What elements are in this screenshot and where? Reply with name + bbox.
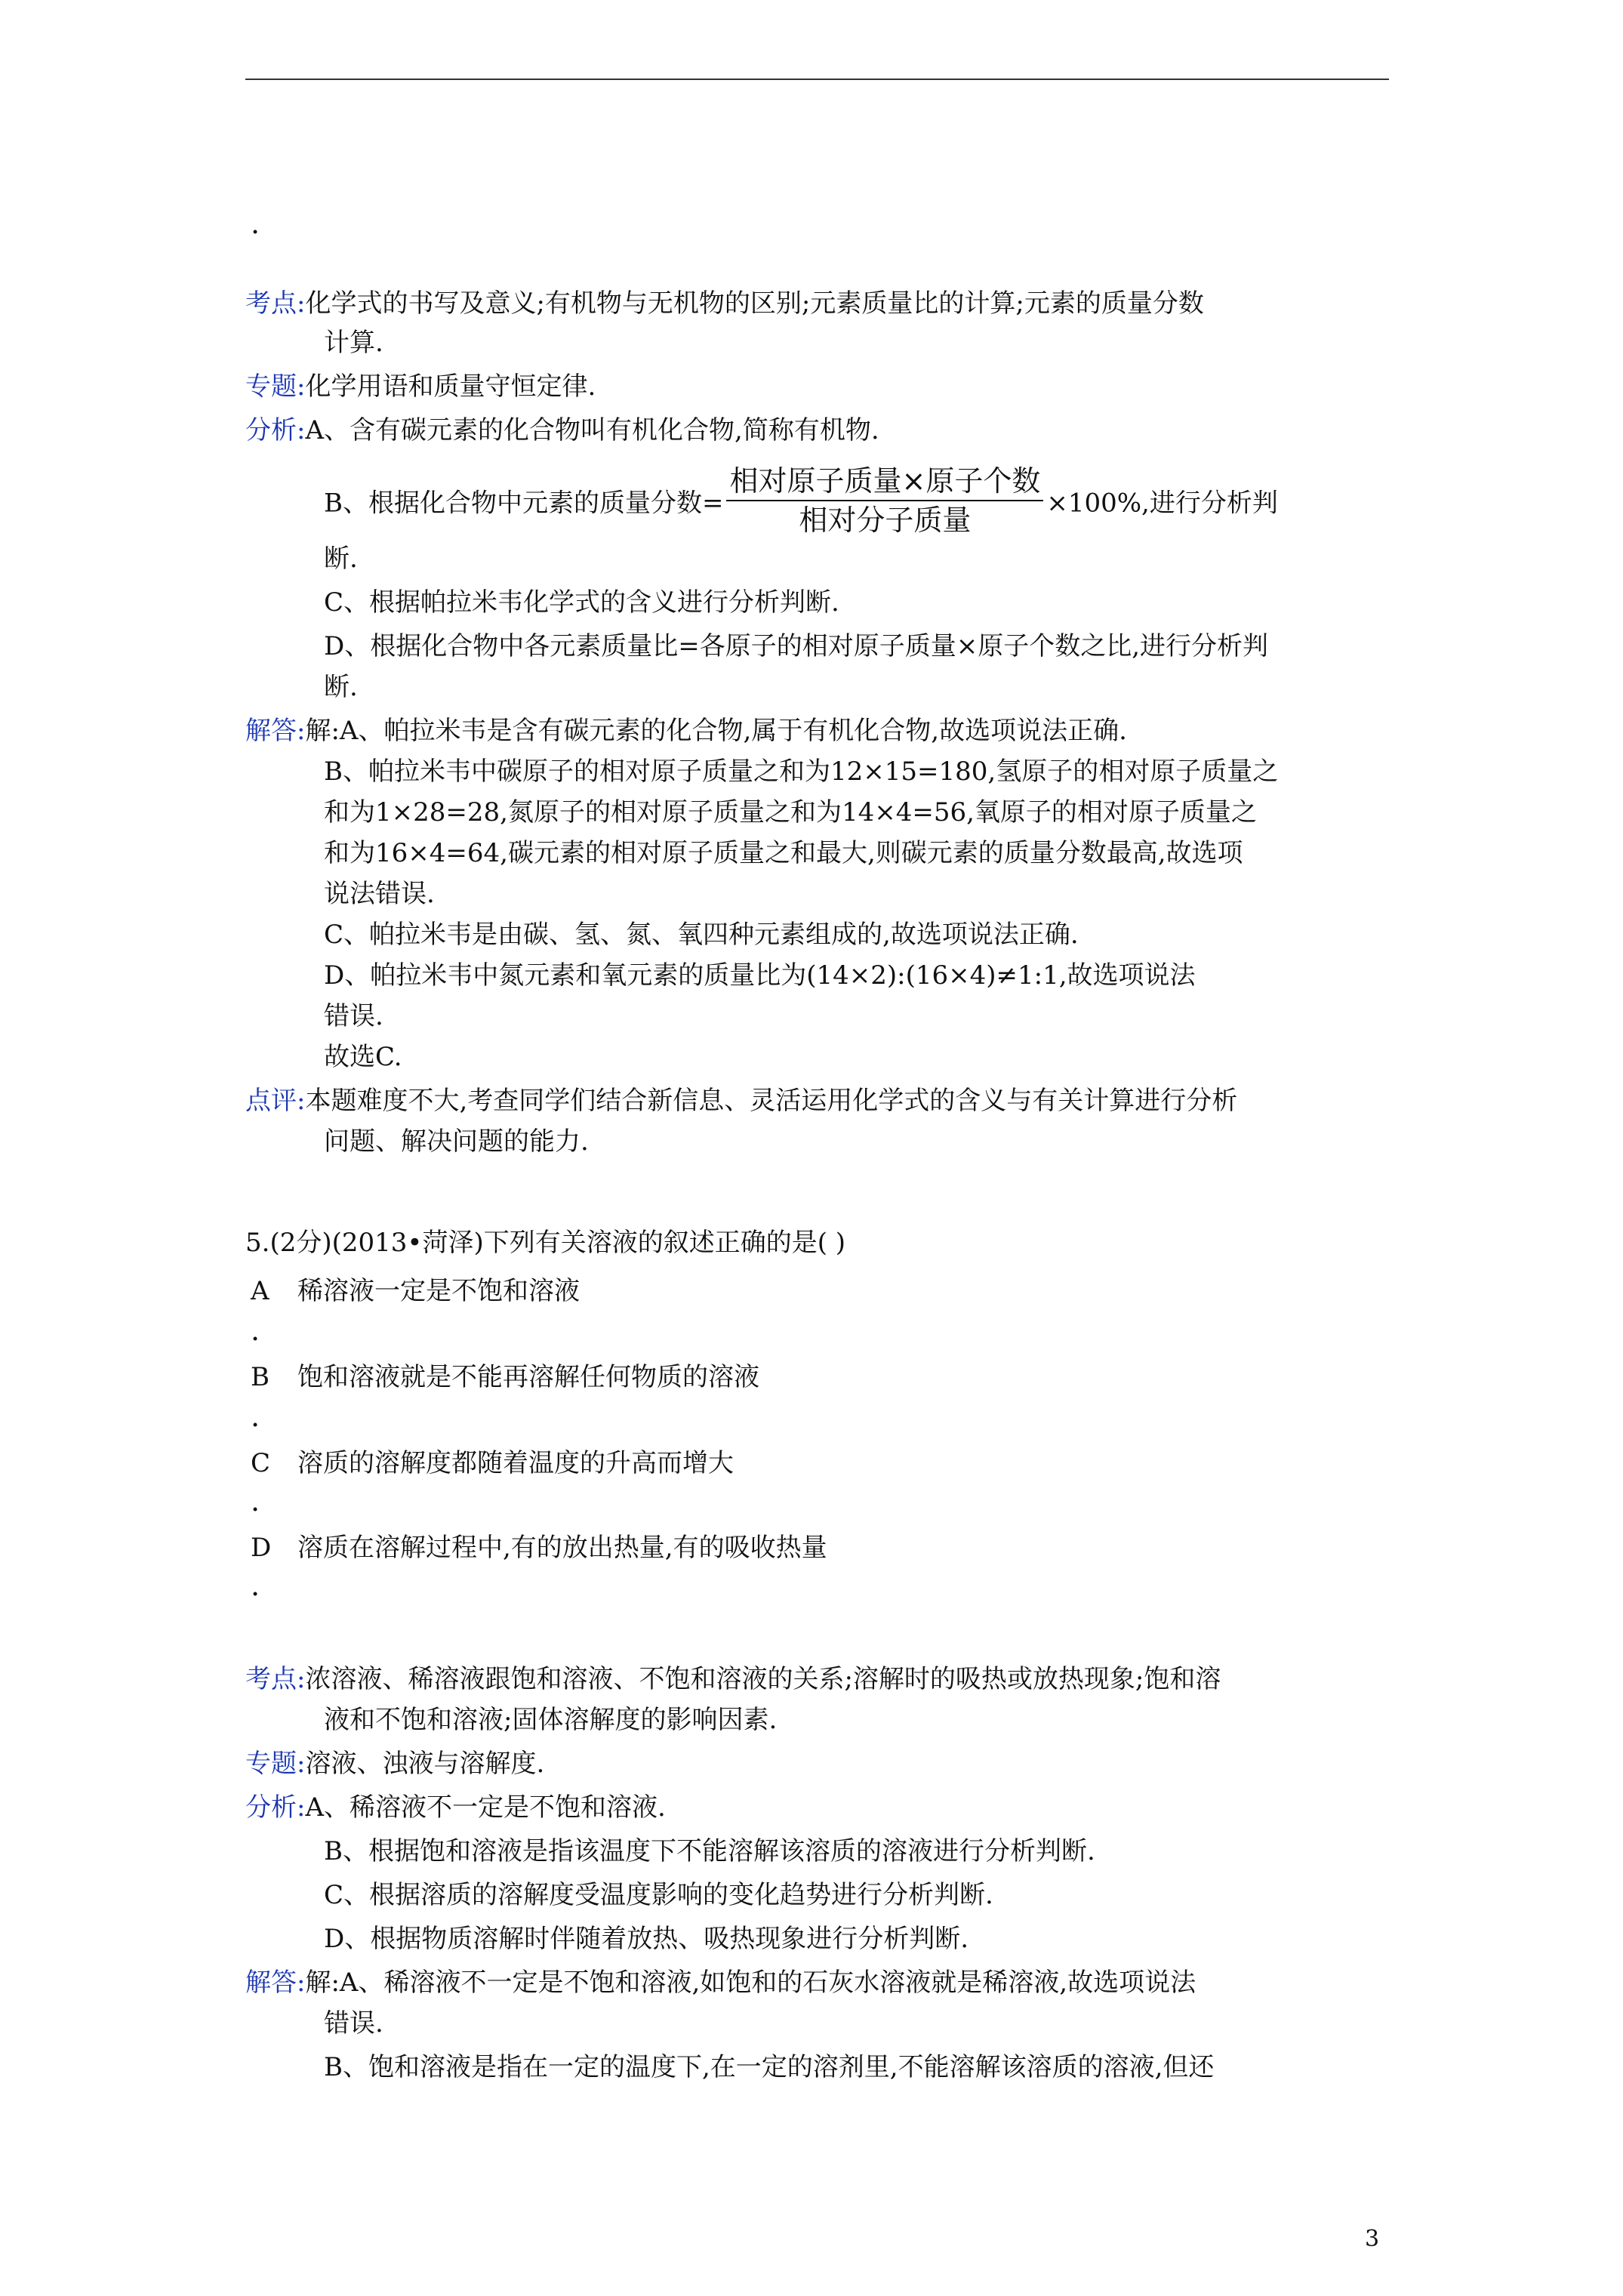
dianping-label: 点评: <box>245 1086 306 1116</box>
option-b <box>251 1359 759 1395</box>
kaodian-label: 考点: <box>245 1664 306 1694</box>
leading-dot: . <box>251 207 260 240</box>
jieda-label: 解答: <box>245 1968 306 1998</box>
jieda-d-2: 错误. <box>324 1001 383 1031</box>
fenxi-d: D、根据物质溶解时伴随着放热、吸热现象进行分析判断. <box>324 1924 969 1954</box>
option-a-dot: . <box>251 1314 260 1347</box>
option-d-dot: . <box>251 1569 260 1602</box>
fenxi-b-post: ×100%,进行分析判 <box>1046 488 1278 519</box>
kaodian-line <box>245 285 1204 322</box>
option-c-dot: . <box>251 1484 260 1518</box>
jieda-d-1: D、帕拉米韦中氮元素和氧元素的质量比为(14×2):(16×4)≠1:1,故选项说法 <box>324 960 1196 991</box>
fenxi-b-formula-line <box>245 451 1393 535</box>
fenxi-a: A、稀溶液不一定是不饱和溶液. <box>305 1792 666 1823</box>
fenxi-d-2: 断. <box>324 672 358 702</box>
option-b-letter: B <box>251 1362 269 1392</box>
zhuanti-line <box>245 1746 544 1782</box>
dianping-text: 本题难度不大,考查同学们结合新信息、灵活运用化学式的含义与有关计算进行分析 <box>305 1086 1238 1116</box>
jieda-line <box>245 713 1127 749</box>
option-a-letter: A <box>251 1276 269 1306</box>
fenxi-label: 分析: <box>245 1792 306 1823</box>
kaodian-text-2: 计算. <box>324 328 383 358</box>
kaodian-text: 浓溶液、稀溶液跟饱和溶液、不饱和溶液的关系;溶解时的吸热或放热现象;饱和溶 <box>305 1664 1221 1694</box>
option-a <box>251 1273 580 1309</box>
option-d-letter: D <box>251 1533 272 1563</box>
zhuanti-text: 化学用语和质量守恒定律. <box>305 371 596 402</box>
fenxi-d: D、根据化合物中各元素质量比=各原子的相对原子质量×原子个数之比,进行分析判 <box>324 631 1269 661</box>
fenxi-c: C、根据帕拉米韦化学式的含义进行分析判断. <box>324 587 839 618</box>
kaodian-text: 化学式的书写及意义;有机物与无机物的区别;元素质量比的计算;元素的质量分数 <box>305 288 1204 319</box>
zhuanti-label: 专题: <box>245 1749 306 1779</box>
page-number: 3 <box>1365 2226 1380 2252</box>
kaodian-label: 考点: <box>245 288 306 319</box>
jieda-b-4: 说法错误. <box>324 879 435 909</box>
kaodian-line <box>245 1661 1221 1697</box>
option-b-text: 饱和溶液就是不能再溶解任何物质的溶液 <box>297 1362 759 1392</box>
dianping-text-2: 问题、解决问题的能力. <box>324 1126 589 1157</box>
jieda-label: 解答: <box>245 716 306 746</box>
header-rule <box>245 79 1389 80</box>
option-c-letter: C <box>251 1448 271 1478</box>
fenxi-line <box>245 412 879 448</box>
zhuanti-line <box>245 368 596 405</box>
dianping-line <box>245 1083 1237 1119</box>
option-a-text: 稀溶液一定是不饱和溶液 <box>297 1276 580 1306</box>
fenxi-c: C、根据溶质的溶解度受温度影响的变化趋势进行分析判断. <box>324 1880 993 1910</box>
jieda-b-1: B、饱和溶液是指在一定的温度下,在一定的溶剂里,不能溶解该溶质的溶液,但还 <box>324 2052 1215 2082</box>
kaodian-text-2: 液和不饱和溶液;固体溶解度的影响因素. <box>324 1705 778 1735</box>
jieda-a-2: 错误. <box>324 2008 383 2039</box>
jieda-a: 解:A、稀溶液不一定是不饱和溶液,如饱和的石灰水溶液就是稀溶液,故选项说法 <box>305 1968 1196 1998</box>
option-c <box>251 1445 734 1481</box>
fenxi-b-pre: B、根据化合物中元素的质量分数= <box>324 488 724 519</box>
jieda-a: 解:A、帕拉米韦是含有碳元素的化合物,属于有机化合物,故选项说法正确. <box>305 716 1127 746</box>
option-b-dot: . <box>251 1400 260 1433</box>
jieda-c: C、帕拉米韦是由碳、氢、氮、氧四种元素组成的,故选项说法正确. <box>324 920 1079 950</box>
zhuanti-label: 专题: <box>245 371 306 402</box>
jieda-b-2: 和为1×28=28,氮原子的相对原子质量之和为14×4=56,氧原子的相对原子质量之 <box>324 797 1257 827</box>
question-5-stem: 5.(2分)(2013•菏泽)下列有关溶液的叙述正确的是( ) <box>245 1228 846 1258</box>
mass-fraction-formula <box>726 462 1043 539</box>
formula-denominator: 相对分子质量 <box>799 504 972 537</box>
fenxi-a: A、含有碳元素的化合物叫有机化合物,简称有机物. <box>305 415 879 445</box>
option-d-text: 溶质在溶解过程中,有的放出热量,有的吸收热量 <box>297 1533 827 1563</box>
fenxi-label: 分析: <box>245 415 306 445</box>
option-d <box>251 1530 827 1566</box>
zhuanti-text: 溶液、浊液与溶解度. <box>305 1749 545 1779</box>
fenxi-b: B、根据饱和溶液是指该温度下不能溶解该溶质的溶液进行分析判断. <box>324 1836 1095 1866</box>
jieda-answer: 故选C. <box>324 1042 402 1072</box>
formula-numerator: 相对原子质量×原子个数 <box>726 462 1043 501</box>
jieda-b-1: B、帕拉米韦中碳原子的相对原子质量之和为12×15=180,氢原子的相对原子质量之 <box>324 757 1279 787</box>
jieda-b-3: 和为16×4=64,碳元素的相对原子质量之和最大,则碳元素的质量分数最高,故选项 <box>324 838 1243 868</box>
fenxi-line <box>245 1789 666 1826</box>
option-c-text: 溶质的溶解度都随着温度的升高而增大 <box>297 1448 734 1478</box>
fenxi-b-2: 断. <box>324 544 358 574</box>
jieda-line <box>245 1965 1196 2001</box>
